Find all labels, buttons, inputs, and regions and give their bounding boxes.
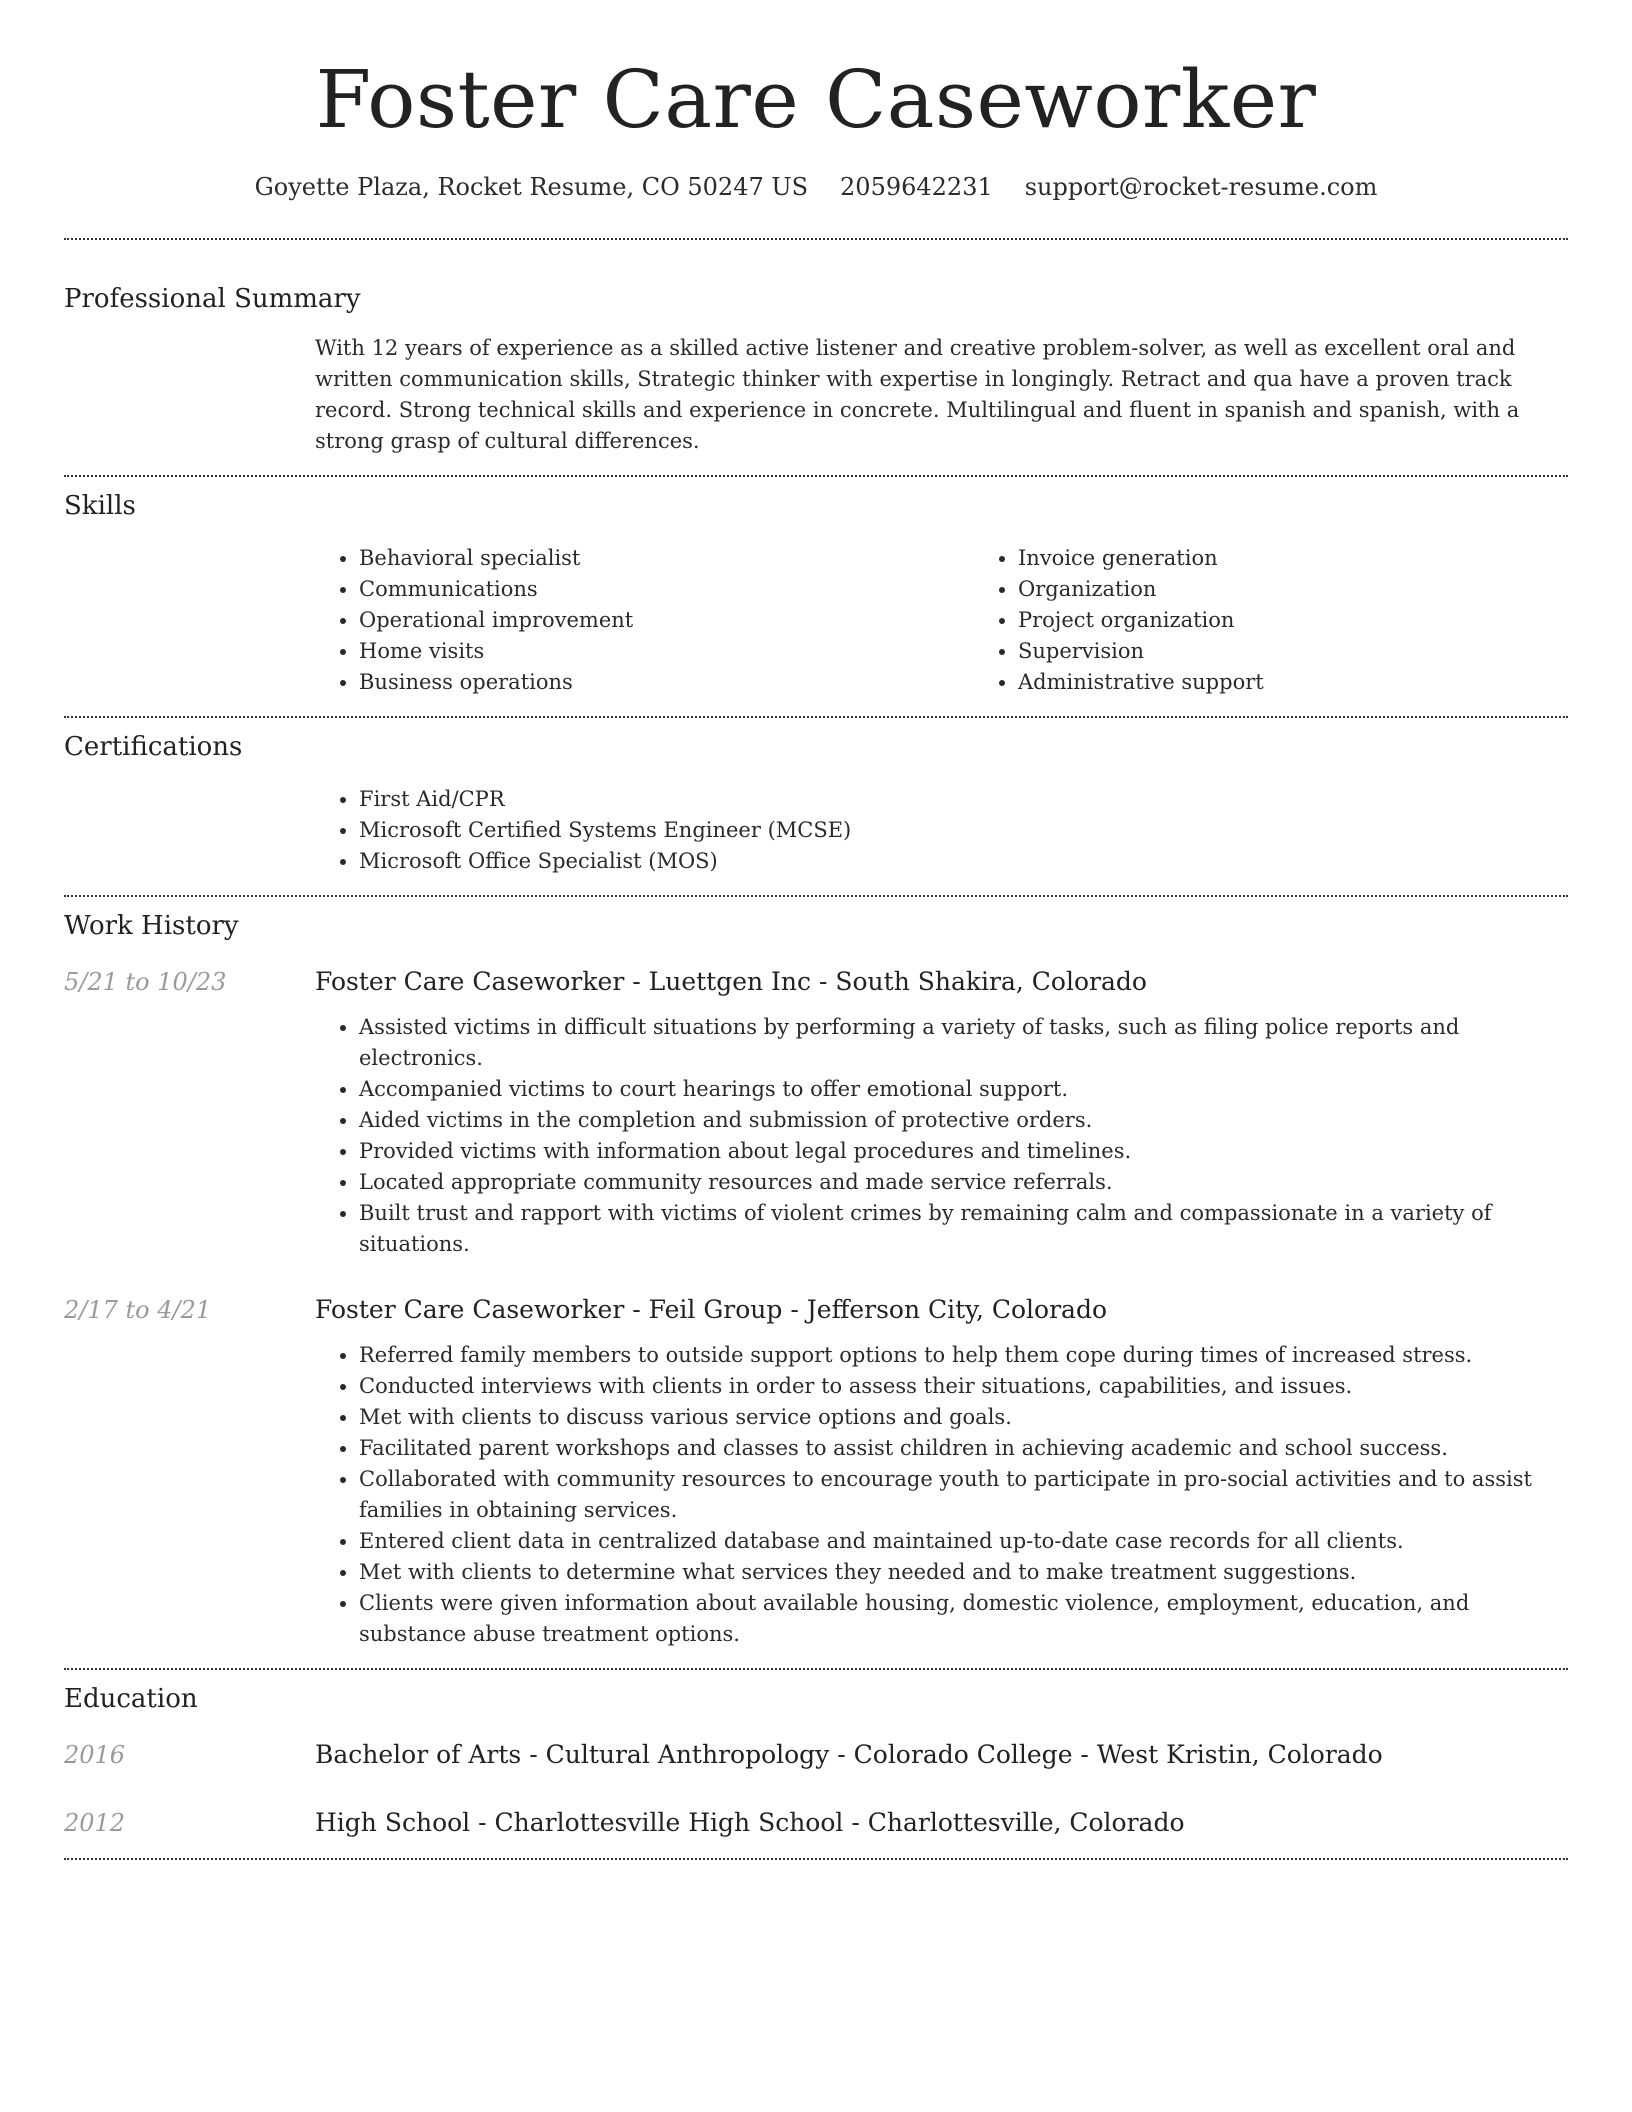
certifications-list bbox=[315, 784, 1568, 877]
job-bullet: • Aided victims in the completion and submission of protective orders. bbox=[359, 1105, 1568, 1136]
job-bullet: • Met with clients to discuss various service options and goals. bbox=[359, 1402, 1568, 1433]
job-bullet: • Met with clients to determine what services they needed and to make treatment suggestions. bbox=[359, 1557, 1568, 1588]
skills-heading: Skills bbox=[64, 491, 136, 521]
certifications-heading: Certifications bbox=[64, 732, 243, 762]
job-entry bbox=[64, 1293, 1568, 1650]
job-heading: Foster Care Caseworker - Luettgen Inc - South Shakira, Colorado bbox=[315, 967, 1147, 996]
job-bullet: • Entered client data in centralized database and maintained up-to-date case records for all clients. bbox=[359, 1526, 1568, 1557]
contact-line bbox=[64, 170, 1568, 204]
work-history-section bbox=[64, 909, 1568, 1650]
education-entry bbox=[64, 1738, 1568, 1772]
job-bullet: • Facilitated parent workshops and classes to assist children in achieving academic and school success. bbox=[359, 1433, 1568, 1464]
certification-item: • First Aid/CPR bbox=[359, 784, 1568, 815]
job-bullet: • Clients were given information about available housing, domestic violence, employment, education, and substance abuse treatment options. bbox=[359, 1588, 1568, 1650]
skill-item: • Home visits bbox=[359, 636, 974, 667]
skills-section bbox=[64, 489, 1568, 698]
section-divider bbox=[64, 238, 1568, 240]
education-entry bbox=[64, 1806, 1568, 1840]
section-divider bbox=[64, 1858, 1568, 1860]
work-history-heading: Work History bbox=[64, 911, 239, 941]
education-section bbox=[64, 1682, 1568, 1840]
education-year: 2012 bbox=[64, 1809, 126, 1837]
skill-item: • Project organization bbox=[1018, 605, 1264, 636]
summary-text: With 12 years of experience as a skilled active listener and creative problem-solver, as well as excellent oral and written communication skills, Strategic thinker with expertise in longingly. Retract and qua have a proven track record. Strong technical skills and experience in concrete. Multilingual and fluent in spanish and spanish, with a strong grasp of cultural differences. bbox=[315, 336, 1520, 453]
job-bullet: • Assisted victims in difficult situations by performing a variety of tasks, such as filing police reports and electronics. bbox=[359, 1012, 1568, 1074]
skills-list-left bbox=[315, 543, 974, 698]
education-detail: High School - Charlottesville High School - Charlottesville, Colorado bbox=[315, 1808, 1185, 1837]
skill-item: • Behavioral specialist bbox=[359, 543, 974, 574]
job-bullet: • Built trust and rapport with victims of violent crimes by remaining calm and compassionate in a variety of situations. bbox=[359, 1198, 1568, 1260]
education-year: 2016 bbox=[64, 1741, 126, 1769]
job-dates: 2/17 to 4/21 bbox=[64, 1296, 212, 1324]
job-bullet: • Referred family members to outside support options to help them cope during times of increased stress. bbox=[359, 1340, 1568, 1371]
job-bullet: • Located appropriate community resources and made service referrals. bbox=[359, 1167, 1568, 1198]
contact-address: Goyette Plaza, Rocket Resume, CO 50247 US bbox=[254, 173, 809, 201]
contact-email: support@rocket-resume.com bbox=[1024, 173, 1378, 201]
section-divider bbox=[64, 475, 1568, 477]
skill-item: • Organization bbox=[1018, 574, 1264, 605]
job-bullet: • Accompanied victims to court hearings to offer emotional support. bbox=[359, 1074, 1568, 1105]
summary-section bbox=[64, 282, 1568, 457]
skills-list-right bbox=[974, 543, 1264, 698]
certification-item: • Microsoft Certified Systems Engineer (MCSE) bbox=[359, 815, 1568, 846]
skill-item: • Business operations bbox=[359, 667, 974, 698]
job-bullet: • Provided victims with information about legal procedures and timelines. bbox=[359, 1136, 1568, 1167]
section-divider bbox=[64, 716, 1568, 718]
skill-item: • Operational improvement bbox=[359, 605, 974, 636]
job-bullets bbox=[315, 1012, 1568, 1260]
job-heading: Foster Care Caseworker - Feil Group - Jefferson City, Colorado bbox=[315, 1295, 1108, 1324]
job-entry bbox=[64, 965, 1568, 1260]
job-bullet: • Conducted interviews with clients in order to assess their situations, capabilities, and issues. bbox=[359, 1371, 1568, 1402]
skill-item: • Invoice generation bbox=[1018, 543, 1264, 574]
certifications-section bbox=[64, 730, 1568, 877]
section-divider bbox=[64, 1668, 1568, 1670]
summary-heading: Professional Summary bbox=[64, 284, 361, 314]
job-bullet: • Collaborated with community resources to encourage youth to participate in pro-social activities and to assist families in obtaining services. bbox=[359, 1464, 1568, 1526]
skill-item: • Administrative support bbox=[1018, 667, 1264, 698]
section-divider bbox=[64, 895, 1568, 897]
page-title: Foster Care Caseworker bbox=[315, 53, 1317, 146]
skill-item: • Supervision bbox=[1018, 636, 1264, 667]
job-bullets bbox=[315, 1340, 1568, 1650]
contact-phone: 2059642231 bbox=[840, 173, 993, 201]
certification-item: • Microsoft Office Specialist (MOS) bbox=[359, 846, 1568, 877]
resume-page bbox=[64, 0, 1568, 1860]
skill-item: • Communications bbox=[359, 574, 974, 605]
education-heading: Education bbox=[64, 1684, 198, 1714]
job-dates: 5/21 to 10/23 bbox=[64, 968, 227, 996]
education-detail: Bachelor of Arts - Cultural Anthropology - Colorado College - West Kristin, Colorado bbox=[315, 1740, 1383, 1769]
